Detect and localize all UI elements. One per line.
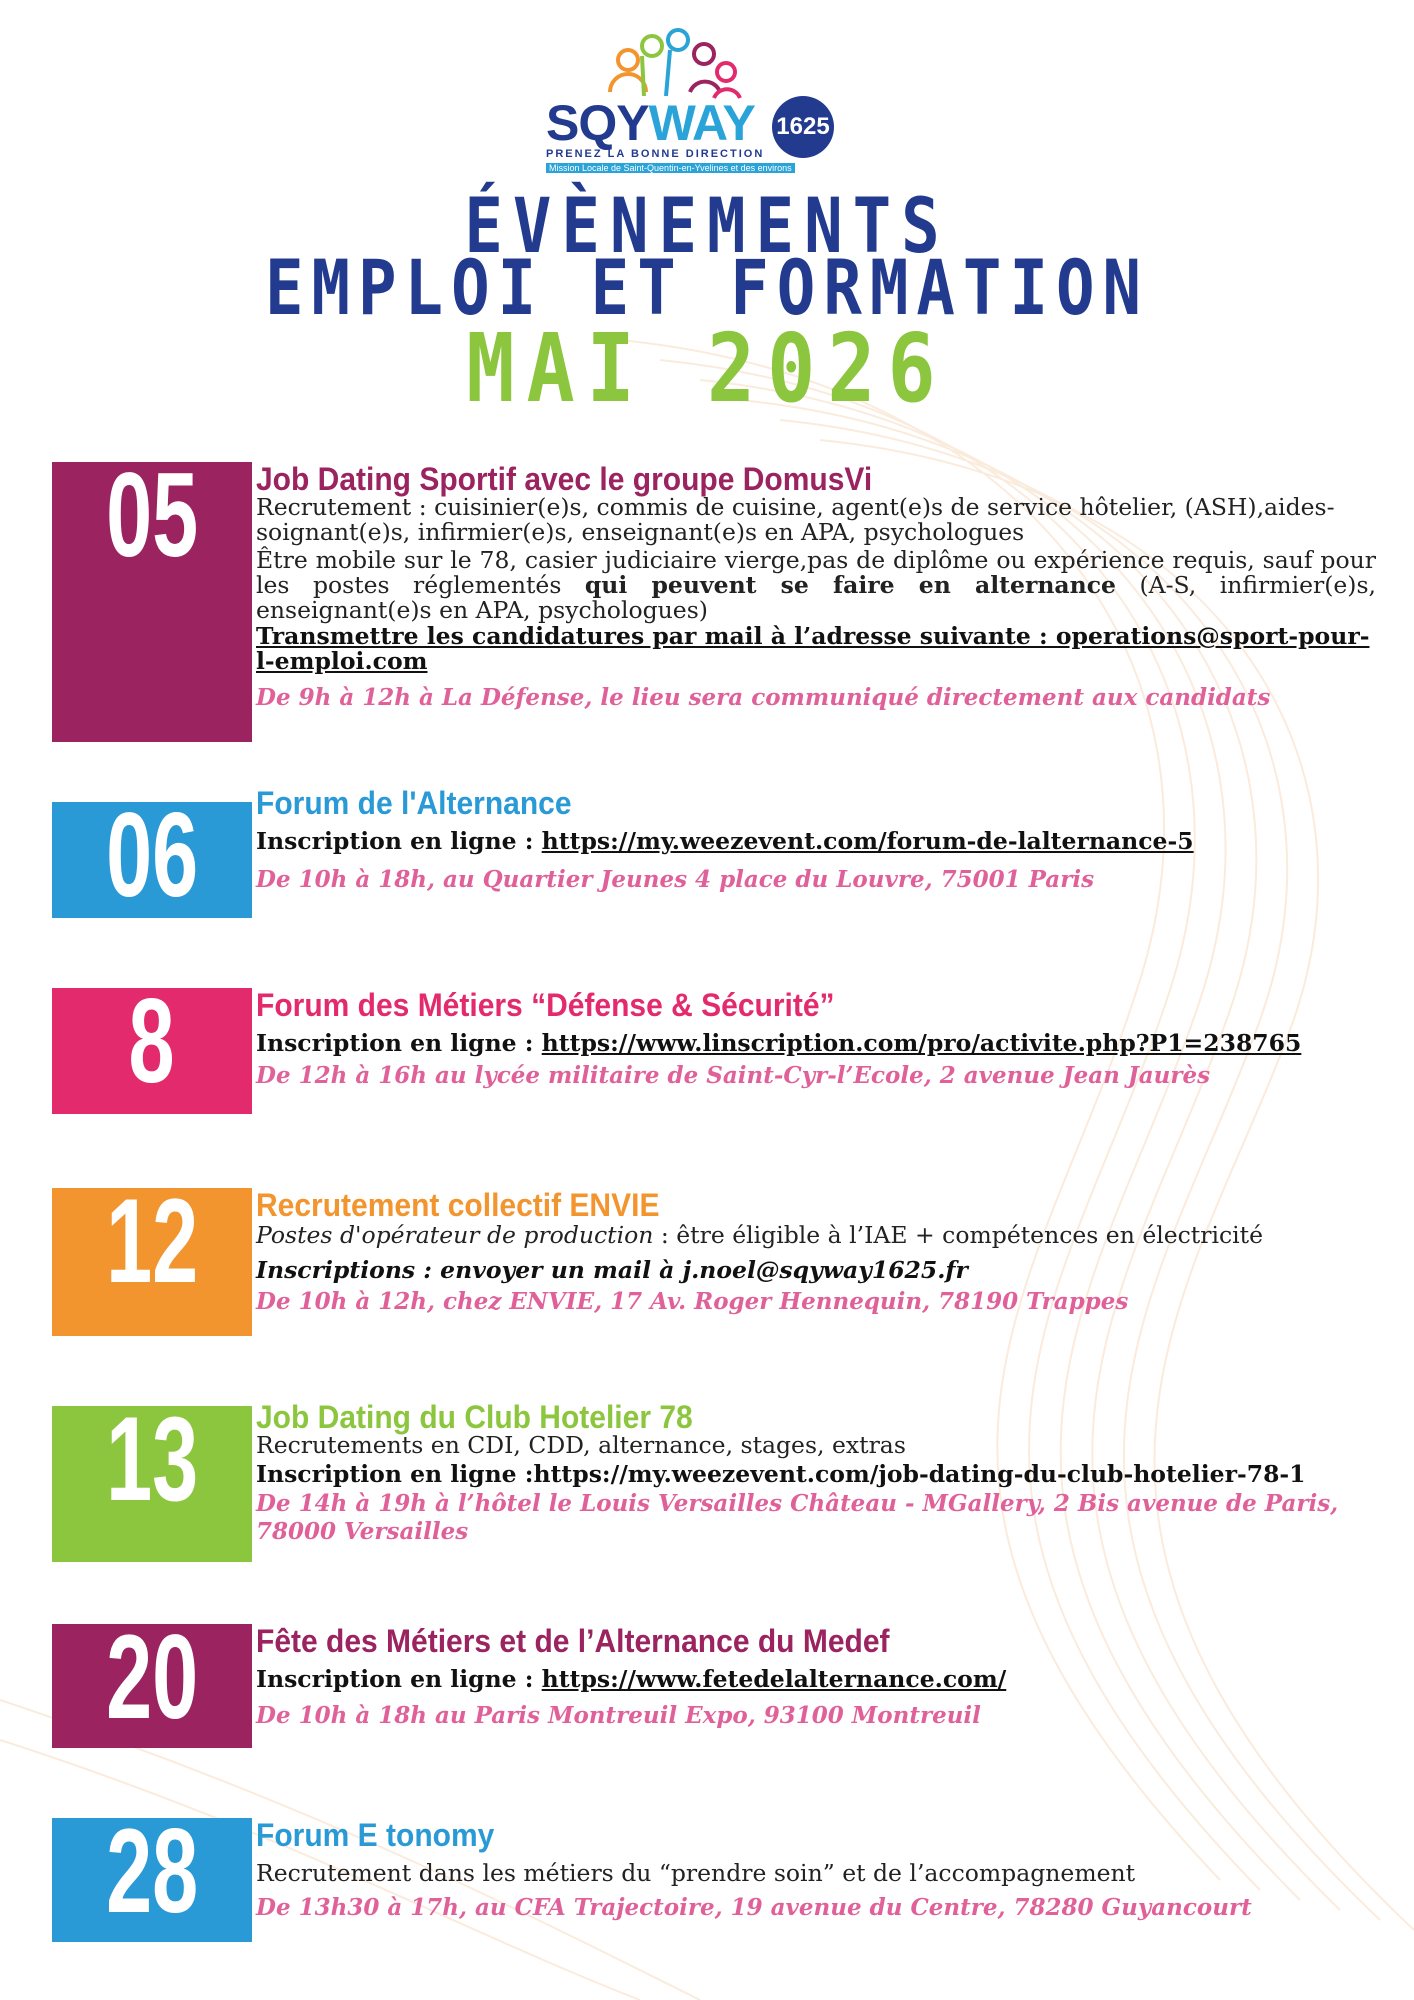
heading-month: MAI 2026 <box>466 313 948 424</box>
date-block <box>52 988 252 1114</box>
date-block <box>52 1624 252 1748</box>
logo-badge: 1625 <box>772 96 834 158</box>
event-requirements: Être mobile sur le 78, casier judiciaire vierge,pas de diplôme ou expérience requis, sauf pour les postes réglementés qui peuvent se faire en alternance (A-S, infirmier(e)s, enseignant(e)s en APA, psychologues) <box>256 546 1376 624</box>
event-description: Recrutements en CDI, CDD, alternance, stages, extras <box>256 1431 906 1459</box>
event-description: Recrutement dans les métiers du “prendre soin” et de l’accompagnement <box>256 1859 1136 1887</box>
event-content <box>256 1624 1376 1729</box>
event-title: Job Dating du Club Hotelier 78 <box>256 1400 693 1436</box>
people-icon <box>540 26 840 106</box>
event-content <box>256 462 1376 711</box>
logo-wordmark: SQYWAY <box>546 95 755 151</box>
logo-tagline: PRENEZ LA BONNE DIRECTION <box>546 148 765 160</box>
event-title: Forum E tonomy <box>256 1818 495 1854</box>
event-title: Forum de l'Alternance <box>256 786 572 822</box>
signup-link[interactable]: https://www.linscription.com/pro/activite.php?P1=238765 <box>541 1029 1302 1057</box>
signup-link[interactable]: https://my.weezevent.com/forum-de-lalternance-5 <box>541 827 1194 855</box>
event-signup: Inscription en ligne : https://my.weezevent.com/forum-de-lalternance-5 <box>256 827 1194 855</box>
event-title: Fête des Métiers et de l’Alternance du Medef <box>256 1624 890 1660</box>
event-day: 05 <box>105 462 199 583</box>
date-block <box>52 1188 252 1336</box>
event-when: De 14h à 19h à l’hôtel le Louis Versailles Château - MGallery, 2 Bis avenue de Paris, 78000 Versailles <box>256 1490 1339 1545</box>
event-day: 8 <box>128 988 176 1109</box>
event-when: De 10h à 18h au Paris Montreuil Expo, 93100 Montreuil <box>256 1701 981 1729</box>
event-recruitment: Recrutement : cuisinier(e)s, commis de cuisine, agent(e)s de service hôtelier, (ASH),aides-soignant(e)s, infirmier(e)s, enseignant(e)s en APA, psychologues <box>256 493 1335 546</box>
event-day: 13 <box>105 1406 199 1527</box>
event-description: Postes d'opérateur de production : être éligible à l’IAE + compétences en électricité <box>256 1221 1264 1249</box>
logo-mission: Mission Locale de Saint-Quentin-en-Yvelines et des environs <box>546 163 795 173</box>
event-title: Forum des Métiers “Défense & Sécurité” <box>256 988 835 1024</box>
event-when: De 13h30 à 17h, au CFA Trajectoire, 19 avenue du Centre, 78280 Guyancourt <box>256 1893 1252 1921</box>
date-block <box>52 462 252 742</box>
event-when: De 12h à 16h au lycée militaire de Saint-Cyr-l’Ecole, 2 avenue Jean Jaurès <box>256 1061 1211 1089</box>
event-signup: Inscriptions : envoyer un mail à j.noel@sqyway1625.fr <box>256 1255 968 1284</box>
event-day: 12 <box>105 1188 199 1309</box>
date-block <box>52 1818 252 1942</box>
event-day: 28 <box>105 1818 199 1939</box>
event-content <box>256 988 1376 1089</box>
event-content <box>256 1400 1376 1546</box>
sqyway-logo <box>540 26 840 176</box>
heading-line-1: ÉVÈNEMENTS <box>464 183 950 271</box>
event-when: De 10h à 12h, chez ENVIE, 17 Av. Roger Hennequin, 78190 Trappes <box>256 1288 1129 1316</box>
event-signup: Inscription en ligne : https://www.linscription.com/pro/activite.php?P1=238765 <box>256 1029 1302 1057</box>
event-content <box>256 1818 1376 1921</box>
date-block <box>52 802 252 918</box>
event-signup: Inscription en ligne : https://www.fetedelalternance.com/ <box>256 1665 1007 1693</box>
event-content <box>256 786 1376 893</box>
event-day: 06 <box>105 802 199 918</box>
event-apply-email[interactable]: Transmettre les candidatures par mail à l’adresse suivante : operations@sport-pour-l-emploi.com <box>256 622 1370 676</box>
event-title: Recrutement collectif ENVIE <box>256 1188 660 1224</box>
signup-link[interactable]: https://www.fetedelalternance.com/ <box>541 1665 1007 1693</box>
event-when: De 10h à 18h, au Quartier Jeunes 4 place du Louvre, 75001 Paris <box>256 865 1095 893</box>
date-block <box>52 1406 252 1562</box>
event-day: 20 <box>105 1624 199 1745</box>
event-signup[interactable]: Inscription en ligne :https://my.weezevent.com/job-dating-du-club-hotelier-78-1 <box>256 1459 1306 1488</box>
event-when: De 9h à 12h à La Défense, le lieu sera communiqué directement aux candidats <box>256 683 1271 711</box>
heading-line-2: EMPLOI ET FORMATION <box>264 245 1150 333</box>
event-content <box>256 1188 1376 1316</box>
event-title: Job Dating Sportif avec le groupe DomusVi <box>256 462 873 498</box>
